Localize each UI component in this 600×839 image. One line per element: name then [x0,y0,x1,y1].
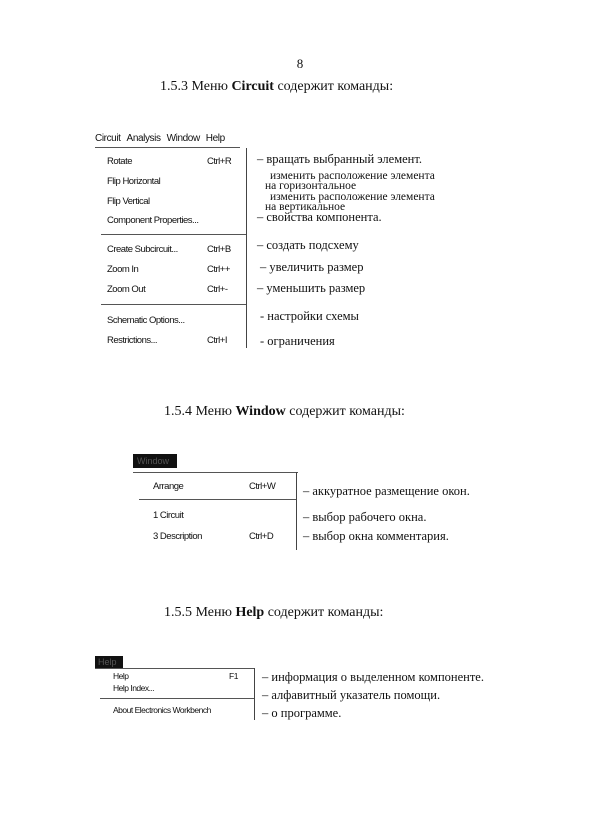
menu-item-circuit-window[interactable]: 1 Circuit [153,510,184,521]
shortcut-arrange: Ctrl+W [249,481,276,492]
desc-flip-vertical-2: на вертикальное [265,201,346,213]
desc-flip-vertical-1: изменить расположение элемента [270,191,435,203]
desc-zoom-out: – уменьшить размер [257,281,366,295]
shortcut-zoom-out: Ctrl+- [207,284,228,295]
menu-item-zoom-out[interactable]: Zoom Out [107,284,146,295]
menu-separator [139,499,296,500]
menu-bar-underline [95,147,240,148]
page-number: 8 [296,56,304,71]
help-menu-top-line [95,668,255,669]
menu-item-schematic-options[interactable]: Schematic Options... [107,315,185,326]
desc-component-properties: – свойства компонента. [257,210,382,224]
menu-separator [101,304,246,305]
desc-about: – о программе. [262,706,342,720]
shortcut-description: Ctrl+D [249,531,274,542]
menu-item-flip-vertical[interactable]: Flip Vertical [107,196,150,207]
menu-window-title[interactable]: Window [133,454,177,468]
menu-item-zoom-in[interactable]: Zoom In [107,264,139,275]
desc-arrange: – аккуратное размещение окон. [303,484,470,498]
shortcut-create-subcircuit: Ctrl+B [207,244,231,255]
circuit-menu-border [246,148,247,348]
menu-item-rotate[interactable]: Rotate [107,156,132,167]
help-menu-border [254,668,255,720]
menu-help-title[interactable]: Help [95,656,123,668]
window-menu-border [296,472,297,550]
menu-item-help[interactable]: Help [113,671,129,681]
menu-circuit[interactable]: Circuit [95,133,121,144]
menu-analysis[interactable]: Analysis [126,133,161,144]
desc-zoom-in: – увеличить размер [260,260,364,274]
desc-create-subcircuit: – создать подсхему [257,238,359,252]
shortcut-help: F1 [229,671,238,681]
menu-window[interactable]: Window [166,133,200,144]
desc-description-window: – выбор окна комментария. [303,529,449,543]
menu-item-description-window[interactable]: 3 Description [153,531,202,542]
menu-separator [101,234,246,235]
desc-help-index: – алфавитный указатель помощи. [262,688,441,702]
menu-item-flip-horizontal[interactable]: Flip Horizontal [107,176,161,187]
desc-restrictions: - ограничения [260,334,335,348]
window-menu-top-line [133,472,298,473]
circuit-menu-bar [95,133,231,144]
desc-flip-horizontal-1: изменить расположение элемента [270,170,435,182]
menu-item-about[interactable]: About Electronics Workbench [113,705,211,715]
shortcut-rotate: Ctrl+R [207,156,232,167]
menu-item-help-index[interactable]: Help Index... [113,683,155,693]
menu-separator [100,698,254,699]
desc-help: – информация о выделенном компоненте. [262,670,484,684]
section-heading-window: 1.5.4 Меню Window содержит команды: [164,404,405,419]
shortcut-restrictions: Ctrl+I [207,335,227,346]
desc-circuit-window: – выбор рабочего окна. [303,510,427,524]
menu-item-component-properties[interactable]: Component Properties... [107,215,199,226]
desc-flip-horizontal-2: на горизонтальное [265,180,357,192]
menu-item-create-subcircuit[interactable]: Create Subcircuit... [107,244,178,255]
desc-schematic-options: - настройки схемы [260,309,359,323]
menu-item-restrictions[interactable]: Restrictions... [107,335,158,346]
shortcut-zoom-in: Ctrl++ [207,264,230,275]
menu-item-arrange[interactable]: Arrange [153,481,184,492]
menu-help[interactable]: Help [205,133,225,144]
section-heading-circuit: 1.5.3 Меню Circuit содержит команды: [160,79,394,94]
section-heading-help: 1.5.5 Меню Help содержит команды: [164,605,384,620]
desc-rotate: – вращать выбранный элемент. [257,152,422,166]
circuit-menu [95,130,255,355]
